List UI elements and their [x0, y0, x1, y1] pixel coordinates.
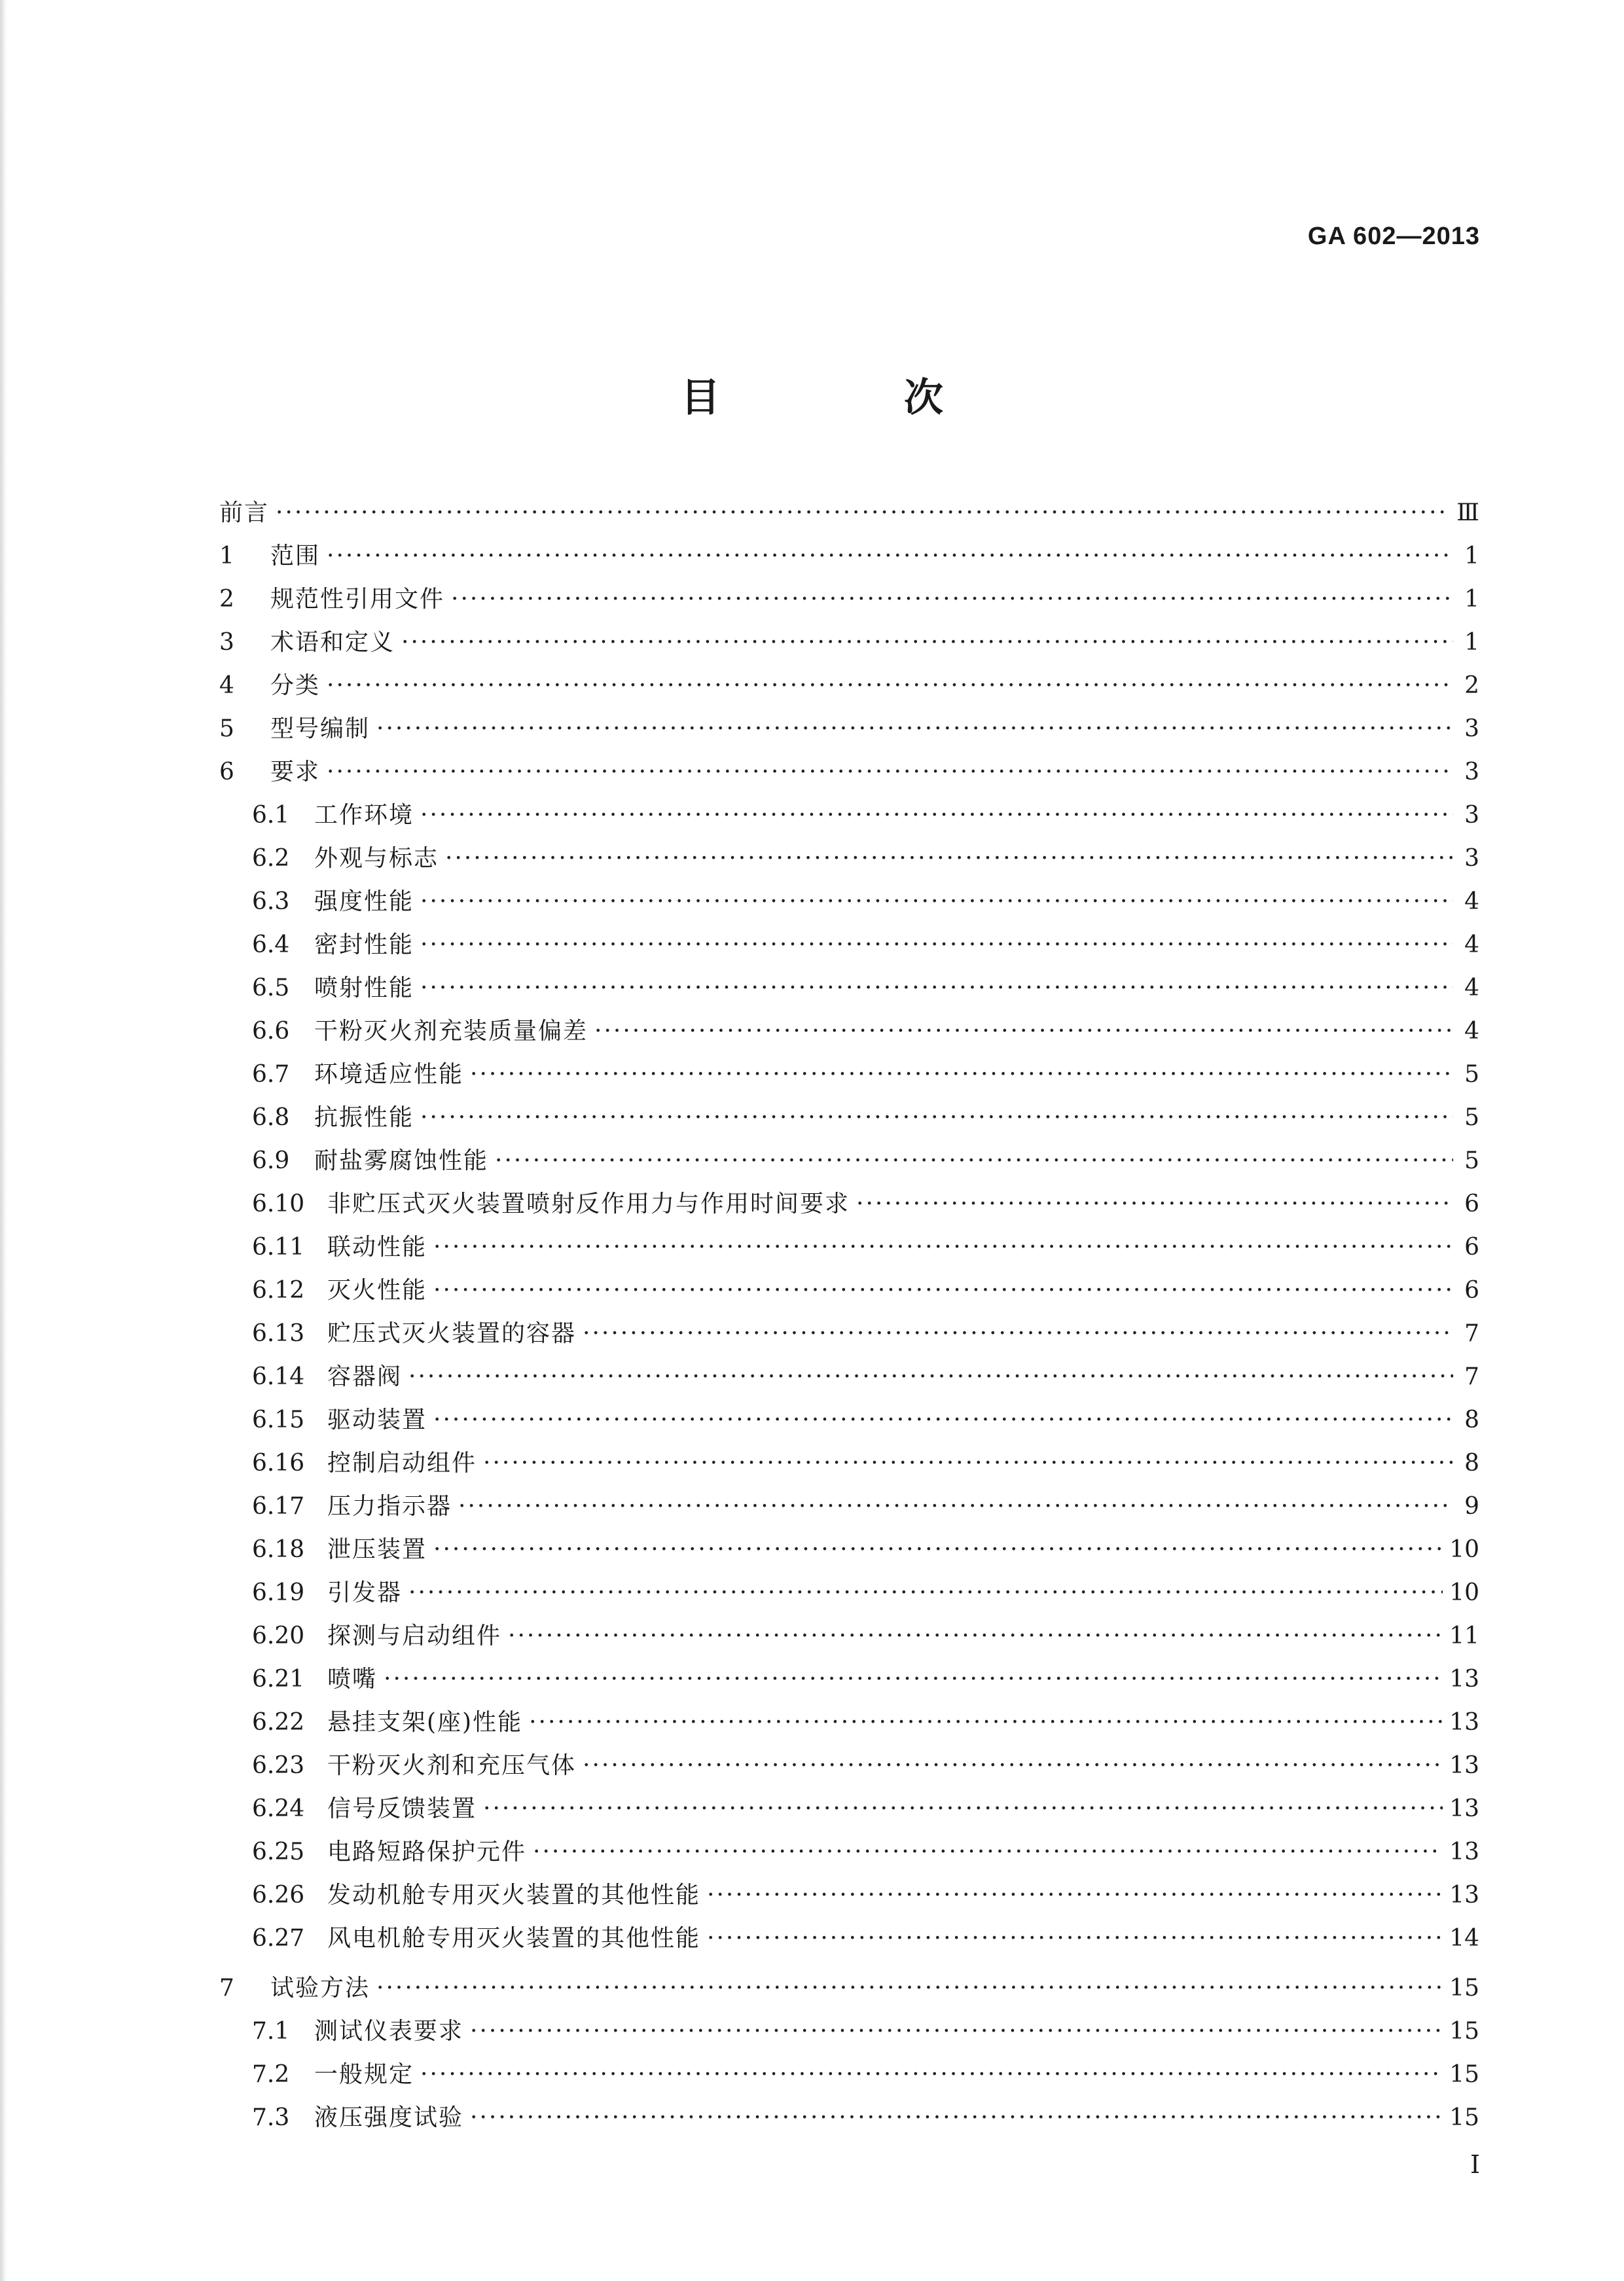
toc-entry[interactable]	[219, 1185, 1479, 1229]
toc-leader-dots	[433, 1536, 1443, 1563]
toc-entry[interactable]	[219, 1574, 1479, 1617]
toc-entry-page: 3	[1464, 759, 1479, 785]
toc-entry[interactable]	[219, 667, 1479, 710]
toc-entry-page: 5	[1464, 1061, 1479, 1088]
toc-leader-dots	[384, 1666, 1443, 1693]
toc-entry[interactable]	[219, 1877, 1479, 1920]
toc-entry-number: 6.24	[252, 1795, 305, 1822]
toc-entry-number: 6.12	[252, 1277, 305, 1304]
toc-entry-page: 15	[1449, 2018, 1479, 2045]
toc-leader-dots	[433, 1234, 1453, 1261]
toc-entry-page: 14	[1449, 1925, 1479, 1952]
toc-leader-dots	[420, 802, 1453, 829]
toc-leader-dots	[458, 1493, 1453, 1520]
toc-entry-number: 6.2	[252, 845, 290, 872]
toc-leader-dots	[445, 845, 1453, 872]
toc-entry-number: 7.3	[252, 2104, 290, 2131]
toc-entry[interactable]	[219, 624, 1479, 667]
toc-entry-page: 6	[1464, 1277, 1479, 1304]
toc-entry-page: 2	[1464, 672, 1479, 699]
toc-leader-dots	[470, 2018, 1443, 2045]
toc-entry-title: 控制启动组件	[327, 1450, 477, 1477]
toc-entry-page: 3	[1464, 715, 1479, 742]
toc-entry[interactable]	[219, 1488, 1479, 1531]
toc-entry[interactable]	[219, 710, 1479, 753]
toc-entry-number: 6.21	[252, 1666, 305, 1693]
toc-leader-dots	[433, 1407, 1453, 1433]
toc-entry-number: 7.1	[252, 2018, 290, 2045]
toc-entry-title: 泄压装置	[327, 1536, 427, 1563]
toc-entry-title: 喷嘴	[327, 1666, 378, 1693]
toc-entry[interactable]	[219, 753, 1479, 797]
toc-leader-dots	[533, 1839, 1443, 1865]
toc-entry-page: 11	[1449, 1623, 1479, 1649]
toc-entry-title: 电路短路保护元件	[327, 1839, 527, 1865]
toc-entry-title: 风电机舱专用灭火装置的其他性能	[327, 1925, 701, 1952]
toc-entry-number: 6	[219, 759, 234, 785]
standard-code: GA 602—2013	[1307, 223, 1480, 250]
toc-entry-title: 灭火性能	[327, 1277, 427, 1304]
toc-entry-number: 6.5	[252, 975, 290, 1001]
toc-leader-dots	[508, 1623, 1443, 1649]
toc-entry-page: 8	[1464, 1450, 1479, 1477]
toc-entry-title: 环境适应性能	[314, 1061, 464, 1088]
toc-entry-page: 4	[1464, 931, 1479, 958]
toc-leader-dots	[376, 1975, 1443, 2002]
toc-entry-title: 前言	[219, 499, 270, 526]
toc-leader-dots	[451, 586, 1453, 613]
toc-entry-number: 6.3	[252, 888, 290, 915]
toc-entry-number: 6.6	[252, 1018, 290, 1045]
toc-entry-number: 2	[219, 586, 234, 613]
toc-leader-dots	[483, 1795, 1443, 1822]
toc-entry-title: 耐盐雾腐蚀性能	[314, 1147, 489, 1174]
toc-entry-page: 6	[1464, 1234, 1479, 1261]
toc-entry-number: 7.2	[252, 2061, 290, 2088]
toc-entry[interactable]	[219, 1142, 1479, 1185]
toc-leader-dots	[276, 499, 1450, 526]
toc-entry[interactable]	[219, 1229, 1479, 1272]
toc-entry[interactable]	[219, 1272, 1479, 1315]
toc-entry-title: 联动性能	[327, 1234, 427, 1261]
toc-entry-title: 工作环境	[314, 802, 414, 829]
toc-entry-number: 4	[219, 672, 234, 699]
toc-entry[interactable]	[219, 2099, 1479, 2142]
toc-leader-dots	[327, 672, 1453, 699]
toc-entry-page: 13	[1449, 1882, 1479, 1909]
toc-entry-page: 15	[1449, 2104, 1479, 2131]
toc-entry[interactable]	[219, 581, 1479, 624]
toc-entry-page: 5	[1464, 1104, 1479, 1131]
toc-entry-number: 3	[219, 629, 234, 656]
toc-entry[interactable]	[219, 1013, 1479, 1056]
toc-entry-title: 分类	[270, 672, 321, 699]
toc-entry-page: 9	[1464, 1493, 1479, 1520]
toc-entry-number: 6.10	[252, 1191, 305, 1217]
toc-entry-title: 干粉灭火剂和充压气体	[327, 1752, 577, 1779]
toc-entry-number: 6.15	[252, 1407, 305, 1433]
toc-leader-dots	[470, 1061, 1453, 1088]
toc-entry-page: 15	[1449, 1975, 1479, 2002]
toc-entry-page: 4	[1464, 1018, 1479, 1045]
toc-entry-page: 5	[1464, 1147, 1479, 1174]
toc-entry[interactable]	[219, 1661, 1479, 1704]
toc-entry-page: 10	[1449, 1579, 1479, 1606]
page-number: I	[1470, 2150, 1480, 2179]
toc-entry-number: 6.20	[252, 1623, 305, 1649]
toc-leader-dots	[483, 1450, 1453, 1477]
toc-entry-number: 6.13	[252, 1320, 305, 1347]
toc-entry-title: 外观与标志	[314, 845, 439, 872]
toc-entry-title: 试验方法	[270, 1975, 370, 2002]
toc-entry-page: 13	[1449, 1839, 1479, 1865]
toc-entry[interactable]	[219, 1531, 1479, 1574]
toc-entry[interactable]	[219, 797, 1479, 840]
toc-entry-page: 13	[1449, 1795, 1479, 1822]
toc-entry[interactable]	[219, 969, 1479, 1013]
toc-entry-page: 8	[1464, 1407, 1479, 1433]
toc-entry[interactable]	[219, 494, 1479, 537]
toc-entry-title: 非贮压式灭火装置喷射反作用力与作用时间要求	[327, 1191, 850, 1217]
toc-entry-title: 测试仪表要求	[314, 2018, 464, 2045]
toc-entry-title: 悬挂支架(座)性能	[327, 1709, 523, 1736]
toc-entry-page: 4	[1464, 888, 1479, 915]
toc-entry-page: 13	[1449, 1709, 1479, 1736]
toc-leader-dots	[470, 2104, 1443, 2131]
toc-leader-dots	[408, 1579, 1443, 1606]
toc-entry-title: 信号反馈装置	[327, 1795, 477, 1822]
toc-leader-dots	[707, 1925, 1443, 1952]
toc-entry-page: 1	[1464, 586, 1479, 613]
toc-entry-title: 干粉灭火剂充装质量偏差	[314, 1018, 588, 1045]
toc-entry-number: 6.17	[252, 1493, 305, 1520]
toc-entry-title: 抗振性能	[314, 1104, 414, 1131]
toc-entry-title: 要求	[270, 759, 321, 785]
toc-entry[interactable]	[219, 1920, 1479, 1963]
toc-title: 目 次	[681, 375, 1028, 421]
toc-entry[interactable]	[219, 1445, 1479, 1488]
toc-leader-dots	[433, 1277, 1453, 1304]
toc-entry-page: 13	[1449, 1752, 1479, 1779]
toc-entry[interactable]	[219, 1315, 1479, 1358]
toc-leader-dots	[420, 888, 1453, 915]
toc-entry-number: 6.27	[252, 1925, 305, 1952]
toc-entry-title: 密封性能	[314, 931, 414, 958]
toc-entry-page: 6	[1464, 1191, 1479, 1217]
toc-entry-number: 6.26	[252, 1882, 305, 1909]
toc-leader-dots	[707, 1882, 1443, 1909]
table-of-contents	[219, 494, 1479, 2142]
toc-entry[interactable]	[219, 2056, 1479, 2099]
toc-entry-page: Ⅲ	[1456, 499, 1479, 526]
toc-entry-page: 1	[1464, 629, 1479, 656]
toc-entry-title: 探测与启动组件	[327, 1623, 502, 1649]
toc-entry-title: 术语和定义	[270, 629, 395, 656]
toc-leader-dots	[583, 1320, 1453, 1347]
toc-leader-dots	[327, 759, 1453, 785]
toc-entry-page: 3	[1464, 802, 1479, 829]
toc-leader-dots	[376, 715, 1453, 742]
toc-leader-dots	[856, 1191, 1453, 1217]
toc-entry-page: 10	[1449, 1536, 1479, 1563]
toc-leader-dots	[594, 1018, 1453, 1045]
toc-entry[interactable]	[219, 1401, 1479, 1445]
toc-leader-dots	[420, 2061, 1443, 2088]
toc-leader-dots	[420, 975, 1453, 1001]
toc-leader-dots	[408, 1363, 1453, 1390]
toc-entry-number: 6.23	[252, 1752, 305, 1779]
toc-entry-title: 贮压式灭火装置的容器	[327, 1320, 577, 1347]
toc-entry[interactable]	[219, 1704, 1479, 1747]
toc-entry[interactable]	[219, 883, 1479, 926]
toc-entry-title: 强度性能	[314, 888, 414, 915]
toc-entry-title: 型号编制	[270, 715, 370, 742]
toc-leader-dots	[401, 629, 1453, 656]
toc-entry-number: 6.22	[252, 1709, 305, 1736]
toc-entry-title: 压力指示器	[327, 1493, 452, 1520]
toc-entry-number: 6.14	[252, 1363, 305, 1390]
toc-entry[interactable]	[219, 1833, 1479, 1877]
toc-entry-number: 6.16	[252, 1450, 305, 1477]
toc-entry-number: 6.8	[252, 1104, 290, 1131]
toc-entry-page: 7	[1464, 1363, 1479, 1390]
toc-leader-dots	[327, 543, 1453, 569]
toc-entry-title: 范围	[270, 543, 321, 569]
toc-entry[interactable]	[219, 537, 1479, 581]
toc-leader-dots	[583, 1752, 1443, 1779]
toc-entry[interactable]	[219, 840, 1479, 883]
toc-entry-number: 5	[219, 715, 234, 742]
toc-entry-number: 6.1	[252, 802, 290, 829]
toc-entry-number: 6.19	[252, 1579, 305, 1606]
toc-entry-number: 6.4	[252, 931, 290, 958]
toc-entry-number: 6.18	[252, 1536, 305, 1563]
page-edge-shadow	[0, 0, 7, 2281]
toc-entry-title: 发动机舱专用灭火装置的其他性能	[327, 1882, 701, 1909]
toc-entry-page: 3	[1464, 845, 1479, 872]
toc-leader-dots	[495, 1147, 1453, 1174]
toc-entry-page: 4	[1464, 975, 1479, 1001]
toc-entry-title: 规范性引用文件	[270, 586, 445, 613]
toc-entry[interactable]	[219, 1790, 1479, 1833]
toc-entry-number: 6.11	[252, 1234, 305, 1261]
toc-entry-title: 驱动装置	[327, 1407, 427, 1433]
toc-entry-number: 1	[219, 543, 234, 569]
toc-leader-dots	[420, 1104, 1453, 1131]
toc-entry-number: 6.7	[252, 1061, 290, 1088]
toc-entry-number: 6.9	[252, 1147, 290, 1174]
toc-entry-title: 容器阀	[327, 1363, 403, 1390]
toc-entry-page: 13	[1449, 1666, 1479, 1693]
toc-entry-page: 15	[1449, 2061, 1479, 2088]
toc-entry[interactable]	[219, 1358, 1479, 1401]
toc-entry-number: 7	[219, 1975, 234, 2002]
toc-entry[interactable]	[219, 1099, 1479, 1142]
toc-entry-title: 液压强度试验	[314, 2104, 464, 2131]
toc-entry-title: 喷射性能	[314, 975, 414, 1001]
toc-entry-page: 1	[1464, 543, 1479, 569]
toc-entry-number: 6.25	[252, 1839, 305, 1865]
toc-entry-page: 7	[1464, 1320, 1479, 1347]
toc-entry[interactable]	[219, 926, 1479, 969]
toc-leader-dots	[529, 1709, 1443, 1736]
toc-entry[interactable]	[219, 1056, 1479, 1099]
toc-entry[interactable]	[219, 1969, 1479, 2013]
toc-leader-dots	[420, 931, 1453, 958]
toc-entry-title: 一般规定	[314, 2061, 414, 2088]
toc-entry[interactable]	[219, 1617, 1479, 1661]
toc-entry-title: 引发器	[327, 1579, 403, 1606]
toc-entry[interactable]	[219, 1747, 1479, 1790]
toc-entry[interactable]	[219, 2013, 1479, 2056]
